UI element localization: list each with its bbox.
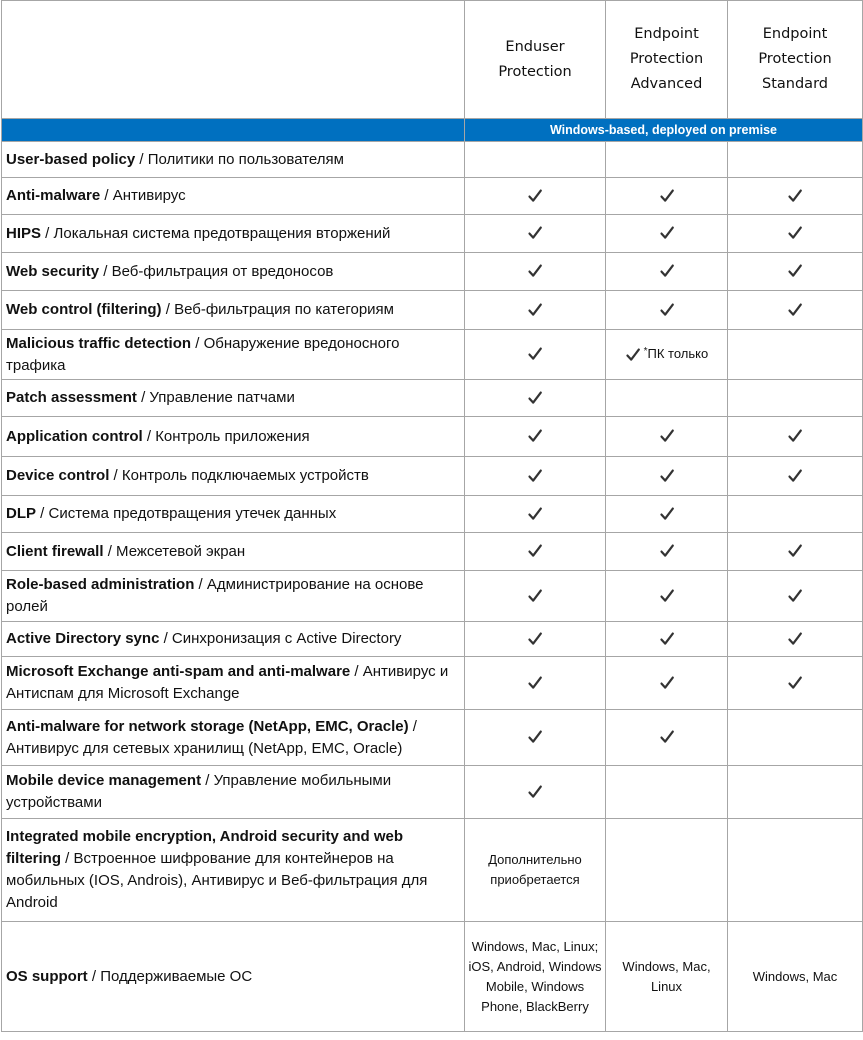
feature-name-en: OS support [6,967,88,985]
cell-advanced: Windows, Mac, Linux [606,922,728,1032]
feature-name-ru: Обнаружение вредоносного трафика [6,334,400,374]
feature-name-ru: Веб-фильтрация от вредоносов [111,262,334,280]
checkmark-icon [787,588,803,604]
feature-name-en: Active Directory sync [6,630,160,647]
feature-name-ru: Контроль подключаемых устройств [121,467,369,484]
feature-name-ru: Управление патчами [149,389,295,406]
checkmark-icon [659,543,675,559]
cell-enduser [465,215,606,253]
cell-enduser [465,380,606,417]
checkmark-icon [527,675,543,691]
cell-enduser [465,533,606,571]
column-header-line: Enduser [505,38,565,55]
feature-name-cell: DLP / Система предотвращения утечек данных [2,496,465,533]
feature-name-en: Device control [6,467,110,484]
cell-advanced [606,766,728,819]
cell-standard [728,215,863,253]
feature-row [2,380,863,417]
checkmark-icon [527,390,543,406]
header-blank-cell [2,1,465,119]
cell-advanced [606,657,728,710]
cell-enduser [465,330,606,380]
cell-enduser [465,291,606,330]
cell-enduser [465,622,606,657]
feature-name-ru: Межсетевой экран [116,542,246,560]
feature-name-ru: Встроенное шифрование для контейнеров на мобильных (IOS, Androis), Антивирус и Веб-фильтрация для Android [6,850,428,911]
feature-name-cell: User-based policy / Политики по пользователям [2,142,465,178]
cell-enduser [465,178,606,215]
partial-note-label: ПК только [647,346,709,362]
cell-standard [728,142,863,178]
cell-enduser [465,766,606,819]
column-header-endpoint-protection-advanced [606,1,728,119]
cell-standard [728,178,863,215]
cell-enduser: Windows, Mac, Linux; iOS, Android, Windows Mobile, Windows Phone, BlackBerry [465,922,606,1032]
cell-standard [728,457,863,496]
column-header-line: Endpoint [634,26,699,42]
feature-name-cell: Mobile device management / Управление мобильными устройствами [2,766,465,819]
column-header-enduser-protection [465,1,606,119]
feature-name-en: Anti-malware [6,187,101,204]
feature-name-en: Mobile device management [6,772,202,789]
cell-advanced [606,496,728,533]
feature-name-en: Microsoft Exchange anti-spam and anti-malware [6,663,351,680]
cell-advanced [606,819,728,922]
column-header-line: Advanced [630,76,703,92]
feature-name-cell: Patch assessment / Управление патчами [2,380,465,417]
checkmark-icon [659,631,675,647]
checkmark-icon [659,588,675,604]
cell-standard [728,766,863,819]
header-row [2,1,863,119]
cell-enduser [465,496,606,533]
feature-name-ru: Управление мобильными устройствами [6,772,392,811]
feature-name-en: DLP [6,505,36,522]
feature-name-cell: Device control / Контроль подключаемых устройств [2,457,465,496]
checkmark-icon [527,588,543,604]
column-header-line: Protection [758,51,832,67]
checkmark-icon [659,428,675,444]
feature-row [2,215,863,253]
cell-advanced [606,571,728,622]
cell-standard [728,253,863,291]
feature-name-cell: Application control / Контроль приложения [2,417,465,457]
feature-name-cell: Integrated mobile encryption, Android security and web filtering / Встроенное шифрование для контейнеров на мобильных (IOS, Androis), Антивирус и Веб-фильтрация для Android [2,819,465,922]
cell-advanced [606,330,728,380]
checkmark-icon [787,675,803,691]
checkmark-icon [787,428,803,444]
checkmark-icon [625,347,641,363]
feature-name-cell: Anti-malware / Антивирус [2,178,465,215]
checkmark-icon [659,729,675,745]
feature-row [2,622,863,657]
checkmark-icon [527,543,543,559]
feature-name-cell: Anti-malware for network storage (NetApp, EMC, Oracle) / Антивирус для сетевых хранилищ (NetApp, EMC, Oracle) [2,710,465,766]
checkmark-icon [659,302,675,318]
feature-row [2,142,863,178]
feature-row [2,178,863,215]
feature-row [2,710,863,766]
cell-enduser: Дополнительно приобретается [465,819,606,922]
feature-name-en: Client firewall [6,542,104,560]
cell-advanced [606,380,728,417]
checkmark-icon [527,302,543,318]
feature-row [2,330,863,380]
checkmark-icon [659,225,675,241]
feature-name-en: Anti-malware for network storage (NetApp, EMC, Oracle) [6,717,409,735]
checkmark-icon [527,225,543,241]
checkmark-icon [787,263,803,279]
cell-advanced [606,178,728,215]
cell-enduser [465,253,606,291]
cell-standard [728,819,863,922]
deployment-band-label: Windows-based, deployed on premise [465,119,863,142]
cell-advanced [606,622,728,657]
feature-name-ru: Антивирус для сетевых хранилищ (NetApp, EMC, Oracle) [6,739,403,757]
feature-name-cell: Microsoft Exchange anti-spam and anti-malware / Антивирус и Антиспам для Microsoft Exchange [2,657,465,710]
checkmark-icon [659,506,675,522]
cell-advanced [606,417,728,457]
feature-row [2,571,863,622]
checkmark-icon [527,346,543,362]
feature-name-ru: Локальная система предотвращения вторжений [53,224,391,242]
checkmark-icon [787,225,803,241]
cell-standard [728,571,863,622]
feature-name-ru: Антивирус и Антиспам для Microsoft Exchange [6,663,449,702]
cell-enduser [465,142,606,178]
cell-advanced [606,533,728,571]
feature-name-cell: HIPS / Локальная система предотвращения вторжений [2,215,465,253]
checkmark-icon [527,468,543,484]
feature-row [2,496,863,533]
cell-standard [728,330,863,380]
cell-advanced [606,457,728,496]
cell-standard [728,380,863,417]
cell-advanced [606,710,728,766]
checkmark-icon [527,631,543,647]
cell-standard [728,657,863,710]
cell-advanced [606,215,728,253]
checkmark-icon [787,302,803,318]
cell-standard [728,496,863,533]
checkmark-icon [527,729,543,745]
band-blank-cell [2,119,465,142]
cell-enduser [465,417,606,457]
cell-enduser [465,457,606,496]
feature-name-ru: Контроль приложения [155,427,310,445]
cell-standard [728,710,863,766]
checkmark-icon [659,188,675,204]
feature-name-cell: Client firewall / Межсетевой экран [2,533,465,571]
cell-standard [728,291,863,330]
feature-row [2,819,863,922]
feature-name-ru: Поддерживаемые ОС [100,967,253,985]
feature-name-cell: Web security / Веб-фильтрация от вредоносов [2,253,465,291]
feature-row [2,417,863,457]
checkmark-icon [659,468,675,484]
column-header-endpoint-protection-standard [728,1,863,119]
checkmark-icon [527,784,543,800]
feature-name-en: Patch assessment [6,389,137,406]
checkmark-icon [527,188,543,204]
feature-row [2,657,863,710]
comparison-table [1,0,863,1032]
cell-advanced [606,142,728,178]
feature-name-ru: Система предотвращения утечек данных [48,505,337,522]
checkmark-icon [787,631,803,647]
feature-name-en: Application control [6,427,143,445]
cell-advanced [606,253,728,291]
cell-standard [728,622,863,657]
cell-standard: Windows, Mac [728,922,863,1032]
feature-name-en: Web control (filtering) [6,301,162,318]
checkmark-icon [659,675,675,691]
checkmark-icon [527,506,543,522]
feature-name-en: Malicious traffic detection [6,334,192,352]
feature-name-en: User-based policy [6,150,136,168]
checkmark-icon [787,543,803,559]
feature-name-en: Integrated mobile encryption, Android security and web filtering [6,828,404,867]
feature-row [2,291,863,330]
feature-name-ru: Веб-фильтрация по категориям [174,301,394,318]
feature-row [2,922,863,1032]
feature-name-ru: Синхронизация с Active Directory [171,630,402,647]
feature-name-ru: Антивирус [112,187,186,204]
feature-name-cell: Malicious traffic detection / Обнаружение вредоносного трафика [2,330,465,380]
feature-name-en: Web security [6,262,100,280]
feature-name-en: HIPS [6,224,42,242]
feature-row [2,457,863,496]
cell-standard [728,417,863,457]
feature-row [2,253,863,291]
column-header-line: Protection [498,63,572,80]
cell-enduser [465,571,606,622]
cell-enduser [465,657,606,710]
column-header-line: Endpoint [762,26,828,42]
feature-name-cell: Role-based administration / Администрирование на основе ролей [2,571,465,622]
cell-advanced [606,291,728,330]
feature-name-en: Role-based administration [6,576,195,593]
column-header-line: Standard [762,76,828,92]
partial-note-mark: * [640,346,648,358]
cell-enduser [465,710,606,766]
checkmark-icon [527,428,543,444]
cell-standard [728,533,863,571]
checkmark-icon [527,263,543,279]
deployment-band-row [2,119,863,142]
checkmark-icon [787,188,803,204]
checkmark-icon [659,263,675,279]
checkmark-icon [787,468,803,484]
column-header-line: Protection [629,51,704,67]
feature-name-cell: Active Directory sync / Синхронизация с Active Directory [2,622,465,657]
feature-name-cell: Web control (filtering) / Веб-фильтрация по категориям [2,291,465,330]
feature-name-ru: Политики по пользователям [147,150,344,168]
feature-name-cell: OS support / Поддерживаемые ОС [2,922,465,1032]
feature-row [2,766,863,819]
feature-row [2,533,863,571]
feature-name-ru: Администрирование на основе ролей [6,576,424,615]
